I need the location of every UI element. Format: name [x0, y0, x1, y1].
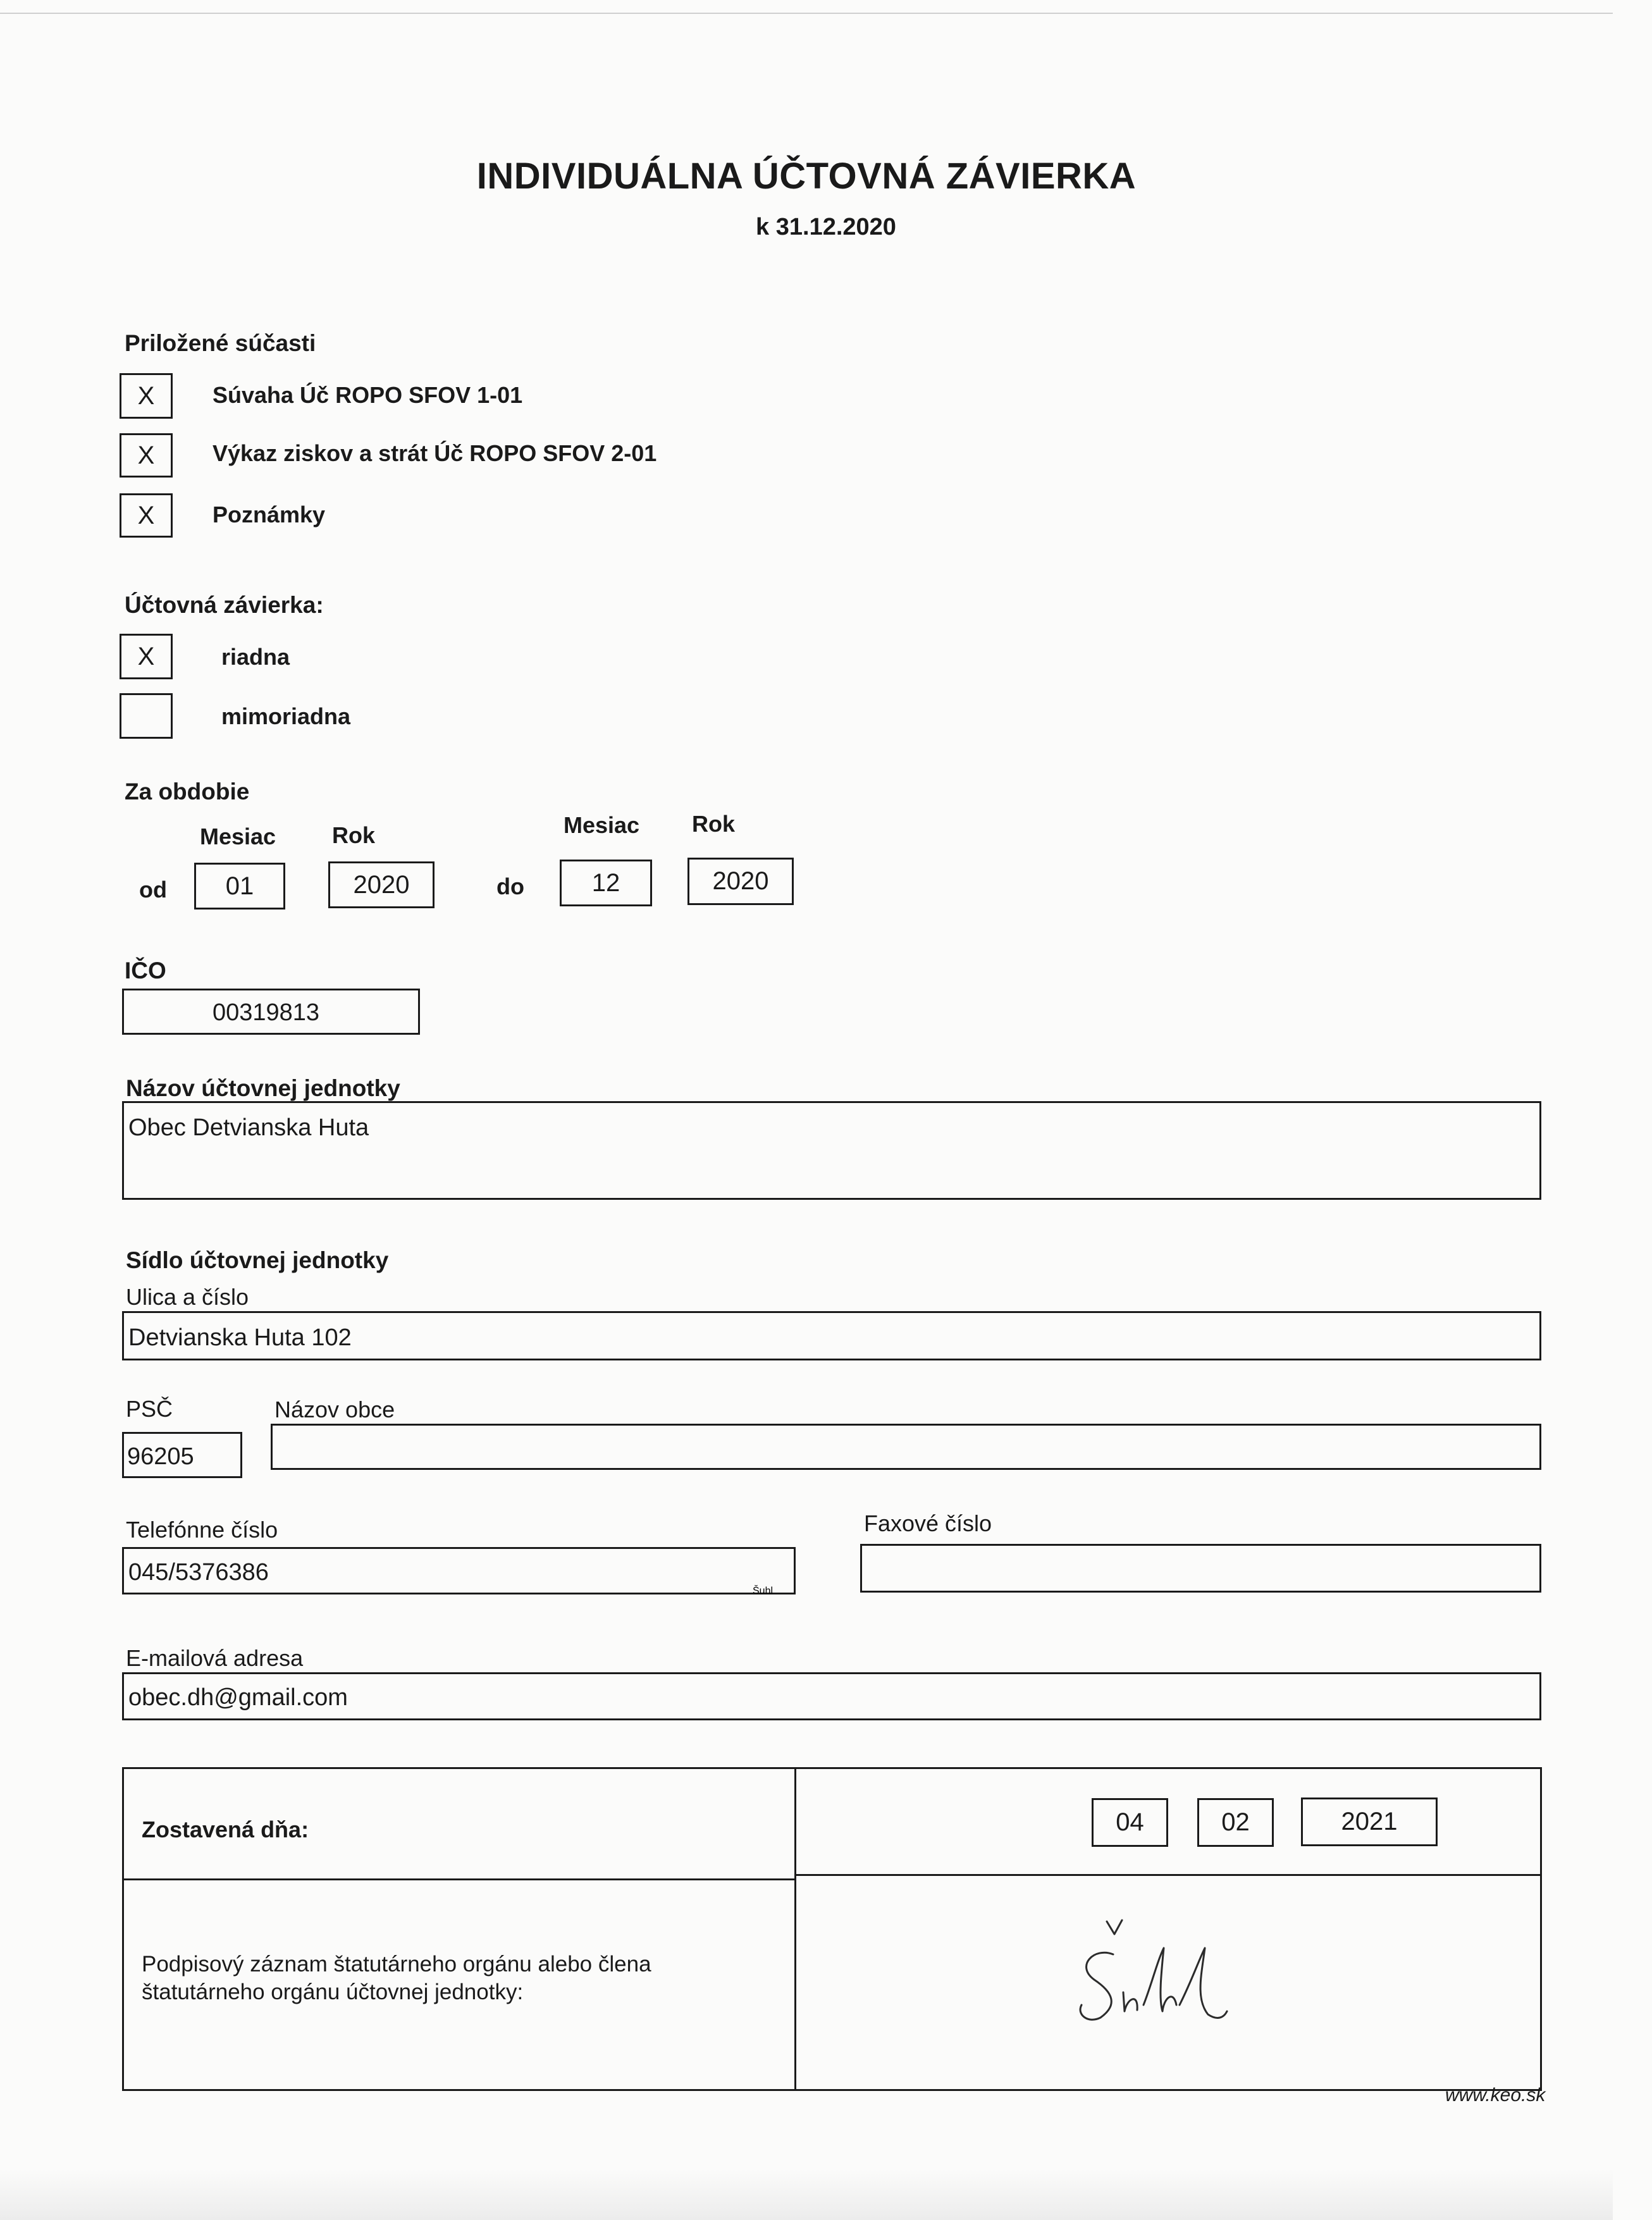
- signature-table-row-line-left: [123, 1878, 795, 1880]
- signature-label: Podpisový záznam štatutárneho orgánu alebo člena štatutárneho orgánu účtovnej jednotky:: [142, 1952, 651, 2004]
- compiled-month-field[interactable]: 02: [1197, 1798, 1274, 1847]
- to-label: do: [496, 873, 524, 899]
- period-heading: Za obdobie: [125, 779, 250, 805]
- statement-type-heading: Účtovná závierka:: [125, 592, 324, 618]
- fax-field[interactable]: [860, 1544, 1541, 1593]
- document-date: k 31.12.2020: [756, 214, 896, 240]
- psc-field[interactable]: 96205: [122, 1432, 242, 1478]
- checkbox-notes[interactable]: X: [120, 493, 173, 538]
- email-field[interactable]: obec.dh@gmail.com: [122, 1672, 1541, 1720]
- to-year-label: Rok: [692, 811, 736, 837]
- to-year-field[interactable]: 2020: [687, 858, 794, 905]
- checkbox-extraordinary[interactable]: [120, 693, 173, 739]
- address-heading: Sídlo účtovnej jednotky: [126, 1247, 389, 1273]
- document-title: INDIVIDUÁLNA ÚČTOVNÁ ZÁVIERKA: [476, 156, 1137, 197]
- components-heading: Priložené súčasti: [125, 330, 316, 356]
- from-label: od: [139, 877, 167, 903]
- footer-site: www.keo.sk: [1445, 2085, 1546, 2106]
- signature-table-row-line-right: [795, 1874, 1541, 1876]
- from-month-field[interactable]: 01: [194, 863, 285, 910]
- from-month-label: Mesiac: [200, 823, 276, 849]
- to-month-field[interactable]: 12: [560, 860, 652, 906]
- from-year-label: Rok: [332, 822, 376, 848]
- street-label: Ulica a číslo: [126, 1284, 249, 1310]
- checkbox-income-statement[interactable]: X: [120, 433, 173, 478]
- checkbox-regular[interactable]: X: [120, 634, 173, 679]
- ico-label: IČO: [125, 958, 166, 984]
- label-extraordinary: mimoriadna: [221, 703, 351, 729]
- label-balance-sheet: Súvaha Úč ROPO SFOV 1-01: [213, 382, 523, 408]
- entity-name-field[interactable]: Obec Detvianska Huta: [122, 1101, 1541, 1200]
- compiled-year-field[interactable]: 2021: [1301, 1798, 1438, 1846]
- to-month-label: Mesiac: [564, 812, 640, 838]
- label-regular: riadna: [221, 644, 290, 670]
- psc-label: PSČ: [126, 1396, 173, 1422]
- ico-field[interactable]: 00319813: [122, 989, 420, 1035]
- scan-bottom-edge: [0, 2169, 1613, 2220]
- entity-name-label: Názov účtovnej jednotky: [126, 1075, 400, 1101]
- from-year-field[interactable]: 2020: [328, 861, 435, 908]
- city-label: Názov obce: [274, 1397, 395, 1422]
- phone-field[interactable]: 045/5376386: [122, 1547, 796, 1594]
- compiled-day-field[interactable]: 04: [1092, 1798, 1168, 1847]
- phone-label: Telefónne číslo: [126, 1517, 278, 1543]
- fax-label: Faxové číslo: [864, 1510, 992, 1536]
- compiled-label: Zostavená dňa:: [142, 1816, 309, 1842]
- street-field[interactable]: Detvianska Huta 102: [122, 1311, 1541, 1360]
- city-field[interactable]: [271, 1424, 1541, 1470]
- label-notes: Poznámky: [213, 502, 326, 527]
- signature-table-divider: [794, 1768, 796, 2090]
- svg-text:Šuhl: Šuhl: [753, 1586, 774, 1596]
- checkbox-balance-sheet[interactable]: X: [120, 373, 173, 419]
- scan-top-edge: [0, 0, 1613, 14]
- email-label: E-mailová adresa: [126, 1645, 304, 1671]
- label-income-statement: Výkaz ziskov a strát Úč ROPO SFOV 2-01: [213, 440, 657, 466]
